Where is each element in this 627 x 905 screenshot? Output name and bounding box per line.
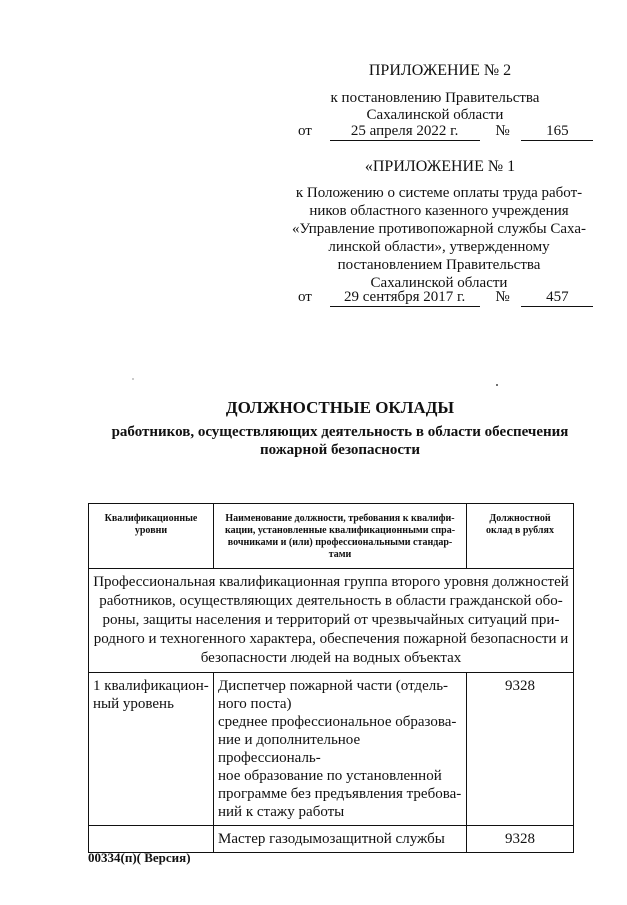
position-cell: Диспетчер пожарной части (отдель- ного поста) среднее профессиональное образова- ние и дополнительное профессиональ- ное образование по установленной программе без предъявления требова- ний к стажу работы [214,673,467,826]
appendix1-line: ников областного казенного учреждения [309,203,569,219]
appendix1-title: «ПРИЛОЖЕНИЕ № 1 [364,158,516,175]
appendix2-date-row [298,122,598,141]
appendix2-decree-line: к постановлению Правительства [330,90,540,106]
subtitle-line: работников, осуществляющих деятельность в области обеспечения [111,424,569,440]
table-row [89,826,574,853]
level-cell: 1 квалификацион- ный уровень [89,673,214,826]
document-subtitle [90,423,590,459]
salary-table [88,503,574,853]
subtitle-line: пожарной безопасности [259,442,421,458]
header-qualification-levels: Квалификационные уровни [89,504,214,569]
decree-number: 165 [521,122,593,141]
scan-speck [496,384,498,386]
appendix1-line: постановлением Правительства [337,257,541,273]
scan-speck [132,378,134,380]
table-row [89,673,574,826]
appendix1-line: Сахалинской области [370,275,508,291]
document-title: ДОЛЖНОСТНЫЕ ОКЛАДЫ [225,398,455,417]
appendix1-line: линской области», утвержденному [328,239,550,255]
level-cell [89,826,214,853]
salary-cell: 9328 [467,673,574,826]
number-label: № [495,123,510,139]
appendix2-title: ПРИЛОЖЕНИЕ № 2 [368,62,512,79]
header-position-name: Наименование должности, требования к квалифи- кации, установленные квалификационными спра- вочниками и (или) профессиональными стандар- тами [214,504,467,569]
appendix1-date-row [298,288,598,307]
appendix1-line: к Положению о системе оплаты труда работ- [295,185,583,201]
table-header-row [89,504,574,569]
appendix2-region-line: Сахалинской области [366,107,504,123]
from-label: от [298,289,312,305]
number-label: № [495,289,510,305]
header-salary: Должностной оклад в рублях [467,504,574,569]
decree-date: 25 апреля 2022 г. [330,122,480,141]
from-label: от [298,123,312,139]
position-cell: Мастер газодымозащитной службы [214,826,467,853]
appendix1-line: «Управление противопожарной службы Саха- [291,221,587,237]
regulation-number: 457 [521,288,593,307]
appendix1-lines [284,184,594,292]
qualification-group-cell: Профессиональная квалификационная группа второго уровня должностей работников, осуществляющих деятельность в области гражданской обо- роны, защиты населения и территорий от чрезвычайных ситуаций при- родного и техногенного характера, обеспечения пожарной безопасности и безопасности людей на водных объектах [89,569,574,673]
document-code: 00334(п)( Версия) [88,850,191,865]
regulation-date: 29 сентября 2017 г. [330,288,480,307]
group-row [89,569,574,673]
salary-cell: 9328 [467,826,574,853]
